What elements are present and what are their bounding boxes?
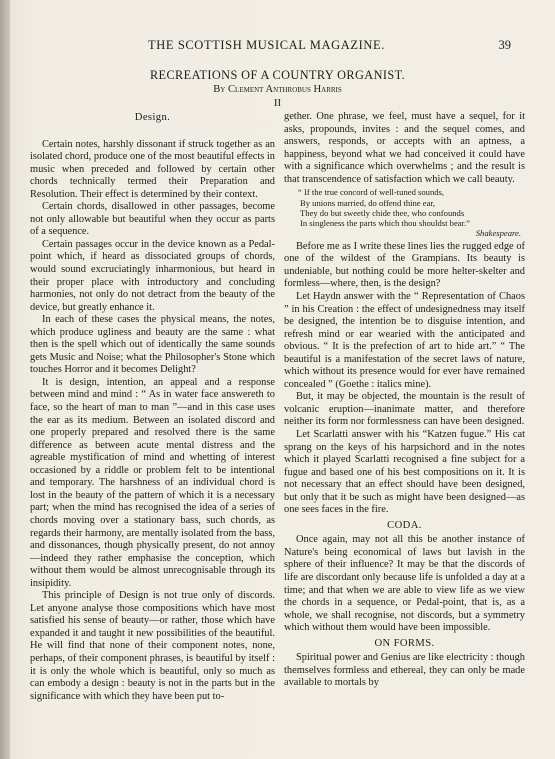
magazine-title: THE SCOTTISH MUSICAL MAGAZINE.: [148, 38, 385, 52]
part-number: II: [273, 97, 282, 109]
poem-line: By unions married, do offend thine ear,: [300, 197, 436, 208]
paragraph: gether. One phrase, we feel, must have a sequel, for it asks, propounds, invites : and the sequel comes, and answers, responds, or accepts with an aptness, a happiness, beyond what we had conceived it could have with a significance which overwhelms ; and the result is that transcendence of satisfaction which we call beauty.: [284, 111, 525, 185]
paragraph: Let Haydn answer with the “ Representation of Chaos ” in his Creation : the effect of undesignedness may itself be designed, the intention be to disguise intention, and refresh mind or ear wearied with the anticipated and obvious. “ It is the prefection of art to hide art.” “ The beautiful is a manifestation of the secret laws of nature, which without its presence would for ever have remained concealed ” (Goethe : italics mine).: [284, 290, 525, 390]
poem-line: “ If the true concord of well-tuned sounds,: [298, 187, 445, 198]
section-heading-design: Design.: [134, 112, 171, 123]
paragraph: Let Scarlatti answer with his “Katzen fugue.” His cat sprang on the keys of his harpsichord and in the notes which it played Scarlatti recognised a fine subject for a fugue and based one of his best compositions on it. It is not necessary that an effect should have been designed, but only that it be such as might have been designed—as one sees faces in the fire.: [284, 428, 525, 516]
left-column: [30, 112, 275, 703]
paragraph: But, it may be objected, the mountain is the result of volcanic eruption—inanimate matter, and therefore neither its form nor formlessness can have been designed.: [284, 391, 525, 428]
paragraph: Before me as I write these lines lies the rugged edge of one of the wildest of the Grampians. Its beauty is undeniable, but nothing could be more helter-skelter and formless—where, then, is the design?: [284, 240, 525, 290]
right-column: [284, 111, 525, 690]
poem-line: In singleness the parts which thou shouldst bear.”: [300, 218, 470, 229]
section-heading-on-forms: ON FORMS.: [374, 637, 435, 649]
paragraph: Certain chords, disallowed in other passages, become not only allowable but beautiful when they occur as parts of a sequence.: [30, 201, 275, 238]
poem-attribution: Shakespeare.: [475, 228, 521, 239]
binding-edge: [0, 0, 10, 759]
paragraph: Spiritual power and Genius are like electricity : though themselves formless and ethereal, they can only be made available to mortals by: [284, 652, 525, 689]
section-heading-coda: CODA.: [387, 519, 422, 531]
paragraph: It is design, intention, an appeal and a response between mind and mind : “ As in water face answereth to face, so the heart of man to man ”—and in this case uses the ear as its medium. Between an isolated discord and one properly prepared and resolved there is the same difference as between acute mental distress and the agreable mystification of mind and whetting of interest occasioned by a riddle or problem felt to be intentional and temporary. The harshness of an individual chord is lost in the beauty of the pattern of which it is a necessary part; when the mind has recognised the idea of a series of chords moving over a stationary bass, such chords, as regards their harmony, are mentally isolated from the bass, and dissonances, though physically present, do not annoy—indeed they rather emphasise the conception, which without them would be almost unrecognisable through its insipidity.: [30, 376, 275, 589]
paragraph: In each of these cases the physical means, the notes, which produce ugliness and beauty are the same : what then is the spell which out of identically the same sounds gets Music and Noise; what the Philosopher's Stone which touches Horror and it becomes Delight?: [30, 314, 275, 376]
paragraph: Certain passages occur in the device known as a Pedal-point which, if heard as dissociated groups of chords, would sound excruciatingly inharmonious, but heard in their proper place with introductory and concluding harmonies, not only do not detract from the beauty of the device, but greatly enhance it.: [30, 238, 275, 313]
byline: By Clement Anthrobus Harris: [213, 84, 342, 95]
page-number: 39: [498, 38, 511, 52]
paragraph: Certain notes, harshly dissonant if struck together as an isolated chord, produce one of the most beautiful effects in music when preceded and followed by certain other chords technically termed their Preparation and Resolution. Their effect is determined by their context.: [30, 138, 275, 200]
paragraph: This principle of Design is not true only of discords. Let anyone analyse those compositions which have most satisfied his sense of beauty—or rather, those which have expanded it and taught it new possibilities of the beautiful. He will find that none of their component notes, none, perhaps, of their component phrases, is beautiful by itself : it is only the whole which is beautiful, only so much as can embody a design : beauty is not in the parts but in the significance with which they have been put to-: [30, 590, 275, 702]
article-title: RECREATIONS OF A COUNTRY ORGANIST.: [149, 68, 406, 82]
running-header: [0, 38, 555, 54]
poem-line: They do but sweetly chide thee, who confounds: [300, 207, 465, 218]
poem-quotation: [298, 187, 525, 238]
paragraph: Once again, may not all this be another instance of Nature's being economical of laws but lavish in the sphere of their influence? It may be that the discords of life are discordant only because life is unfolded a day at a time; and that when we are able to view life as we view the chords in a sequence, or Pedal-point, that is, as a whole, we shall recognise, not discords, but a symmetry which without them would have been impossible.: [284, 534, 525, 634]
